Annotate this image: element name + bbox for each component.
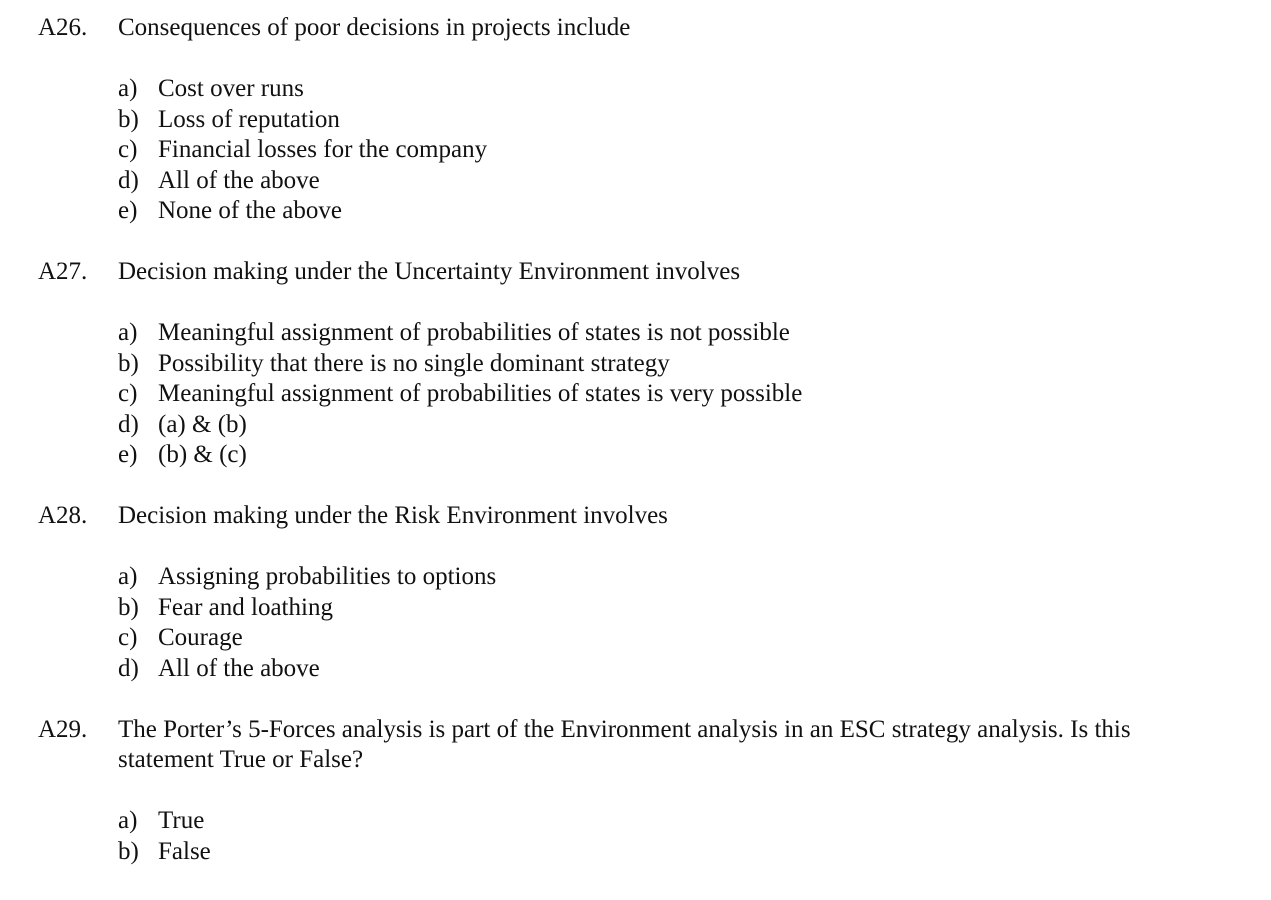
option-letter: d) [118,410,139,438]
option-letter: c) [118,136,138,164]
option-letter: b) [118,105,139,133]
question-number: A26. [38,14,88,41]
question-text: The Porter’s 5-Forces analysis is part of the Environment analysis in an ESC strategy analysis. Is this statement True or False? [118,716,1131,773]
option-text: Assigning probabilities to options [158,563,497,590]
option-letter: b) [118,837,139,865]
option-letter: a) [118,563,138,590]
option-text: Financial losses for the company [158,136,488,164]
option-text: None of the above [158,197,342,225]
option-letter: a) [118,807,138,834]
option-letter: b) [118,349,139,377]
option-text: (a) & (b) [158,410,247,438]
question-number: A29. [38,716,88,743]
option-text: Courage [158,624,243,652]
question-text: Decision making under the Risk Environment involves [118,502,668,529]
question-number: A27. [38,258,88,285]
option-letter: a) [118,75,138,102]
question-text: Decision making under the Uncertainty Environment involves [118,258,741,285]
option-text: True [158,807,205,834]
option-text: Cost over runs [158,75,304,102]
option-text: False [158,837,211,865]
option-text: All of the above [158,654,320,682]
question-number: A28. [38,502,88,529]
option-letter: c) [118,380,138,408]
option-letter: e) [118,197,138,225]
option-text: Fear and loathing [158,593,333,621]
option-letter: d) [118,166,139,194]
option-text: Possibility that there is no single dominant strategy [158,349,670,377]
option-text: Meaningful assignment of probabilities of states is very possible [158,380,803,408]
option-letter: b) [118,593,139,621]
option-letter: a) [118,319,138,346]
option-text: (b) & (c) [158,441,247,469]
option-letter: c) [118,624,138,652]
option-letter: d) [118,654,139,682]
option-text: Meaningful assignment of probabilities of states is not possible [158,319,790,346]
option-text: All of the above [158,166,320,194]
option-text: Loss of reputation [158,105,340,133]
question-text: Consequences of poor decisions in projects include [118,14,631,41]
option-letter: e) [118,441,138,469]
